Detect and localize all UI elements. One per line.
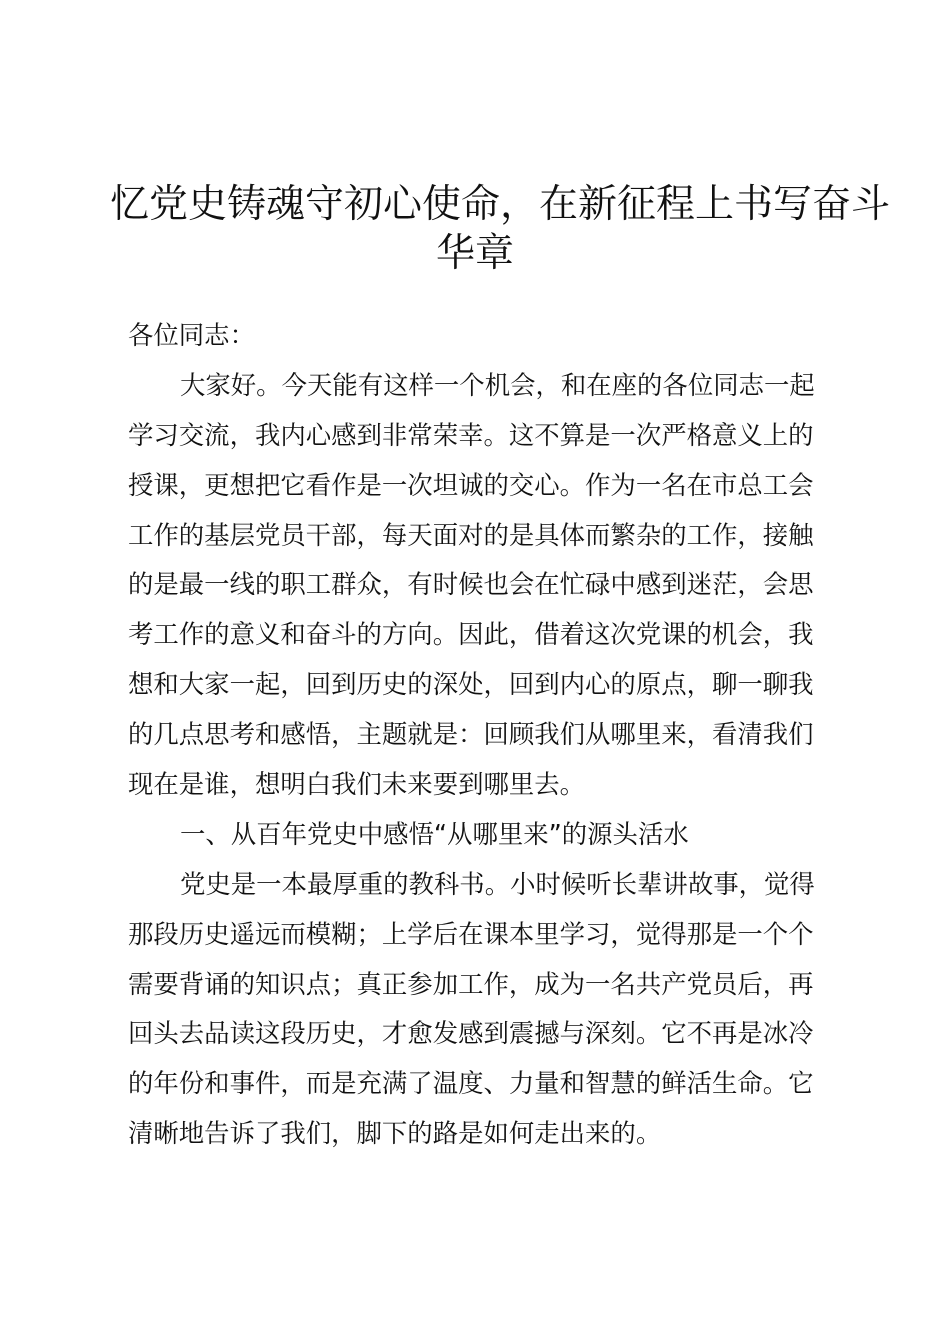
paragraph-line: 工作的基层党员干部，每天面对的是具体而繁杂的工作，接触 <box>128 519 814 550</box>
paragraph-line: 需要背诵的知识点；真正参加工作，成为一名共产党员后，再 <box>128 968 814 999</box>
document-title <box>110 180 891 278</box>
title-line-1: 忆党史铸魂守初心使命，在新征程上书写奋斗 <box>110 182 891 227</box>
paragraph-line: 现在是谁，想明白我们未来要到哪里去。 <box>128 769 586 800</box>
paragraph-line: 大家好。今天能有这样一个机会，和在座的各位同志一起 <box>180 369 815 400</box>
paragraph-line: 授课，更想把它看作是一次坦诚的交心。作为一名在市总工会 <box>128 469 814 500</box>
paragraph-line: 想和大家一起，回到历史的深处，回到内心的原点，聊一聊我 <box>128 669 814 700</box>
section-paragraph <box>128 860 832 1159</box>
paragraph-line: 的几点思考和感悟，主题就是：回顾我们从哪里来，看清我们 <box>128 719 814 750</box>
paragraph-line: 考工作的意义和奋斗的方向。因此，借着这次党课的机会，我 <box>128 619 814 650</box>
paragraph-line: 的年份和事件，而是充满了温度、力量和智慧的鲜活生命。它 <box>128 1068 814 1099</box>
salutation: 各位同志： <box>128 320 255 350</box>
paragraph-line: 那段历史遥远而模糊；上学后在课本里学习，觉得那是一个个 <box>128 918 814 949</box>
paragraph-line: 的是最一线的职工群众，有时候也会在忙碌中感到迷茫，会思 <box>128 569 814 600</box>
paragraph-line: 学习交流，我内心感到非常荣幸。这不算是一次严格意义上的 <box>128 419 814 450</box>
intro-paragraph <box>128 361 832 810</box>
paragraph-line: 回头去品读这段历史，才愈发感到震撼与深刻。它不再是冰冷 <box>128 1018 814 1049</box>
paragraph-line: 清晰地告诉了我们，脚下的路是如何走出来的。 <box>128 1118 662 1149</box>
title-line-2: 华章 <box>435 231 514 276</box>
section-heading: 一、从百年党史中感悟“从哪里来”的源头活水 <box>180 818 689 849</box>
paragraph-line: 党史是一本最厚重的教科书。小时候听长辈讲故事，觉得 <box>180 868 815 899</box>
document-body <box>128 311 832 1159</box>
